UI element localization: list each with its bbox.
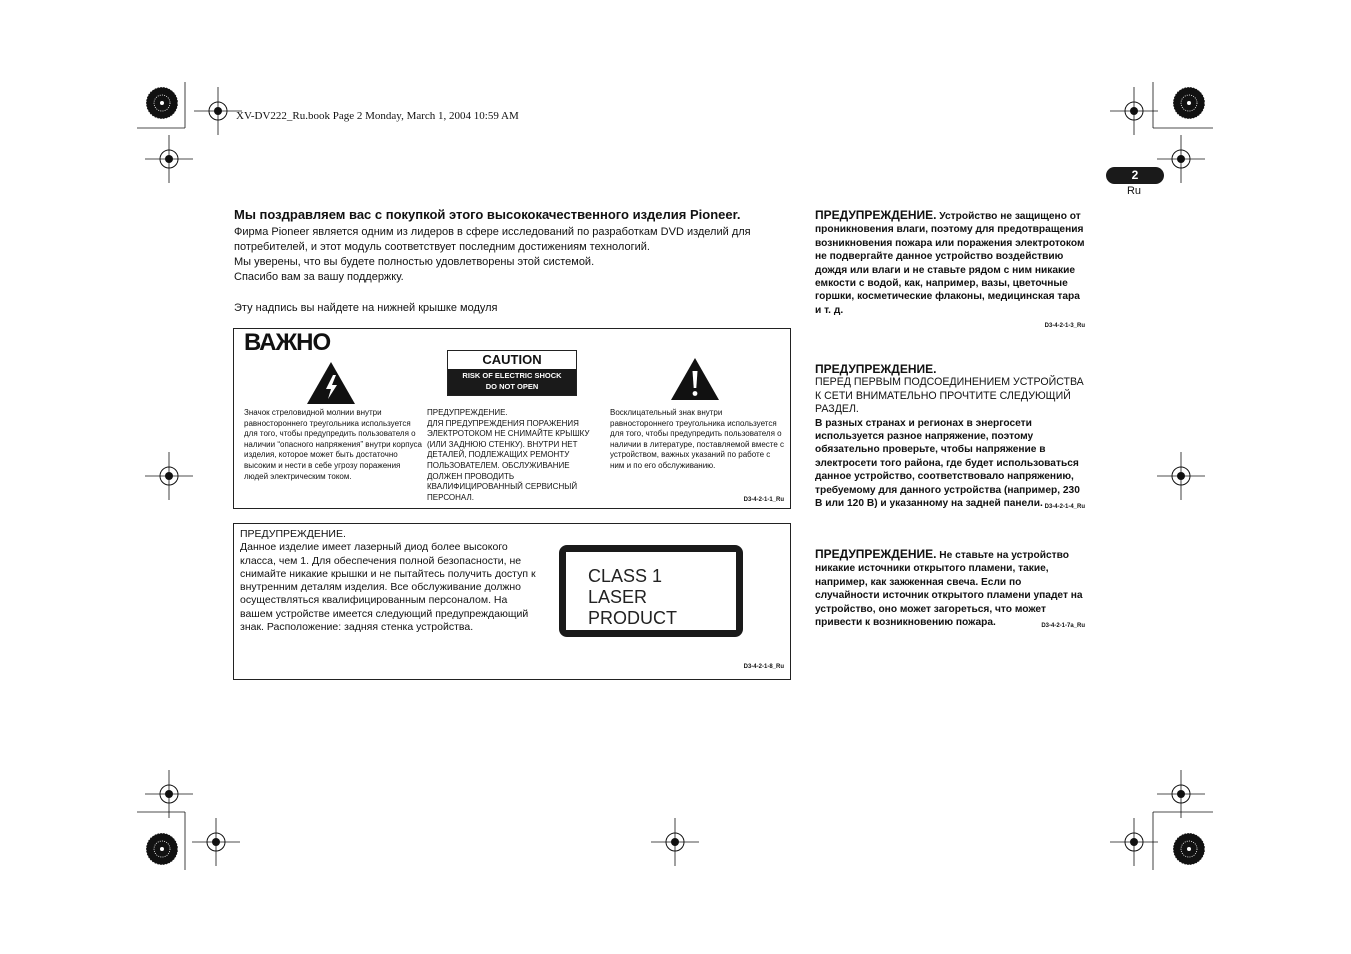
warning-subhead: ПЕРЕД ПЕРВЫМ ПОДСОЕДИНЕНИЕМ УСТРОЙСТВА К СЕТИ ВНИМАТЕЛЬНО ПРОЧТИТЕ СЛЕДУЮЩИЙ РАЗДЕЛ. xyxy=(815,376,1084,416)
exclamation-warning-icon xyxy=(670,357,720,401)
page-number-badge: 2 xyxy=(1106,167,1164,184)
warning-head: ПРЕДУПРЕЖДЕНИЕ. xyxy=(815,547,937,561)
center-warning-body: ДЛЯ ПРЕДУПРЕЖДЕНИЯ ПОРАЖЕНИЯ ЭЛЕКТРОТОКОМ НЕ СНИМАЙТЕ КРЫШКУ (ИЛИ ЗАДНЮЮ СТЕНКУ). ВНУТРИ НЕТ ДЕТАЛЕЙ, ПОДЛЕЖАЩИХ РЕМОНТУ ПОЛЬЗОВАТЕЛЕМ. ОБСЛУЖИВАНИЕ ДОЛЖЕН ПРОВОДИТЬ КВАЛИФИЦИРОВАННЫЙ СЕРВИСНЫЙ ПЕРСОНАЛ. xyxy=(427,418,590,502)
warning-voltage xyxy=(815,363,1085,515)
lightning-warning-icon xyxy=(306,361,356,405)
reference-code: D3-4-2-1-3_Ru xyxy=(1044,323,1085,330)
laser-warning-head: ПРЕДУПРЕЖДЕНИЕ xyxy=(240,528,343,540)
laser-warning-text: ПРЕДУПРЕЖДЕНИЕ. Данное изделие имеет лазерный диод более высокого класса, чем 1. Для обеспечения полной безопасности, не снимайте никакие крышки и не пытайтесь получить доступ к внутренним деталям изделия. Все обслуживание должно осуществляться квалифицированным персоналом. На вашем устройстве имеется следующий предупреждающий знак. Расположение: задняя стенка устройства. xyxy=(240,528,536,634)
warning-text: Не ставьте на устройство никакие источники открытого пламени, такие, например, как зажженная свеча. Если по случайности источник открытого пламени упадет на устройство, оно может загореться, что может привести к возникновению пожара. xyxy=(815,550,1083,629)
intro-line: потребителей, и этот модуль соответствует последним достижениям технологий. xyxy=(234,241,650,253)
caution-label xyxy=(447,350,577,396)
important-title: ВАЖНО xyxy=(244,329,331,356)
caution-title: CAUTION xyxy=(448,351,576,369)
intro-note: Эту надпись вы найдете на нижней крышке модуля xyxy=(234,302,498,314)
warning-head: ПРЕДУПРЕЖДЕНИЕ. xyxy=(815,208,937,222)
warning-text: Устройство не защищено от проникновения влаги, поэтому для предотвращения возникновения пожара или поражения электротоком не подвергайте данное устройство воздействию дождя или влаги и не ставьте рядом с ним никакие емкости с водой, как, например, вазы, цветочные горшки, косметические флаконы, медицинская тара и т. д. xyxy=(815,211,1085,316)
reference-code: D3-4-2-1-4_Ru xyxy=(1044,504,1085,511)
warning-open-flame xyxy=(815,548,1085,634)
warning-moisture xyxy=(815,209,1085,334)
intro-line: Фирма Pioneer является одним из лидеров в сфере исследований по разработкам DVD изделий для xyxy=(234,226,751,238)
intro-line: Спасибо вам за вашу поддержку. xyxy=(234,271,404,283)
class1-laser-label xyxy=(559,545,743,637)
reference-code: D3-4-2-1-1_Ru xyxy=(743,497,784,503)
reference-code: D3-4-2-1-7a_Ru xyxy=(1041,623,1085,630)
laser-label-line: CLASS 1 xyxy=(588,566,663,586)
center-warning-text: ПРЕДУПРЕЖДЕНИЕ. ДЛЯ ПРЕДУПРЕЖДЕНИЯ ПОРАЖЕНИЯ ЭЛЕКТРОТОКОМ НЕ СНИМАЙТЕ КРЫШКУ (ИЛИ ЗАДНЮЮ СТЕНКУ). ВНУТРИ НЕТ ДЕТАЛЕЙ, ПОДЛЕЖАЩИХ РЕМОНТУ ПОЛЬЗОВАТЕЛЕМ. ОБСЛУЖИВАНИЕ ДОЛЖЕН ПРОВОДИТЬ КВАЛИФИЦИРОВАННЫЙ СЕРВИСНЫЙ ПЕРСОНАЛ. xyxy=(427,408,590,502)
laser-warning-body: Данное изделие имеет лазерный диод более высокого класса, чем 1. Для обеспечения полной безопасности, не снимайте никакие крышки и не пытайтесь получить доступ к внутренним деталям изделия. Все обслуживание должно осуществляться квалифицированным персоналом. На вашем устройстве имеется следующий предупреждающий знак. Расположение: задняя стенка устройства. xyxy=(240,541,536,634)
exclamation-symbol-text: Восклицательный знак внутри равностороннего треугольника используется для того, чтобы предупредить пользователя о наличии в литературе, поставляемой вместе с устройством, важных указаний по работе с ним и по его обслуживанию. xyxy=(610,408,785,470)
laser-warning-box xyxy=(233,523,791,680)
caution-line: RISK OF ELECTRIC SHOCK xyxy=(462,371,562,380)
laser-label-inner xyxy=(566,552,736,630)
laser-label-line: LASER PRODUCT xyxy=(588,587,677,628)
reference-code: D3-4-2-1-8_Ru xyxy=(743,664,784,670)
caution-subtitle xyxy=(448,369,576,395)
caution-line: DO NOT OPEN xyxy=(485,381,539,391)
intro-line: Мы уверены, что вы будете полностью удовлетворены этой системой. xyxy=(234,256,595,268)
important-notice-box xyxy=(233,328,791,509)
lightning-symbol-text: Значок стреловидной молнии внутри равностороннего треугольника используется для того, чтобы предупредить пользователя о наличии “опасного напряжения” внутри корпуса изделия, которое может быть достаточно высоким и нести в себе угрозу поражения людей электрическим током. xyxy=(244,408,422,481)
warning-text: В разных странах и регионах в энергосети используется разное напряжение, поэтому обязательно проверьте, чтобы напряжение в электросети того района, где будет использоваться данное устройство, соответствовало напряжению, требуемому для данного устройства (например, 230 В или 120 В) и указанному на задней панели. xyxy=(815,417,1080,510)
warning-head: ПРЕДУПРЕЖДЕНИЕ. xyxy=(815,362,937,376)
intro-title: Мы поздравляем вас с покупкой этого высококачественного изделия Pioneer. xyxy=(234,207,741,222)
center-warning-head: ПРЕДУПРЕЖДЕНИЕ xyxy=(427,408,506,417)
page-language: Ru xyxy=(1126,185,1142,197)
print-header: XV-DV222_Ru.book Page 2 Monday, March 1, 2004 10:59 AM xyxy=(236,110,519,122)
